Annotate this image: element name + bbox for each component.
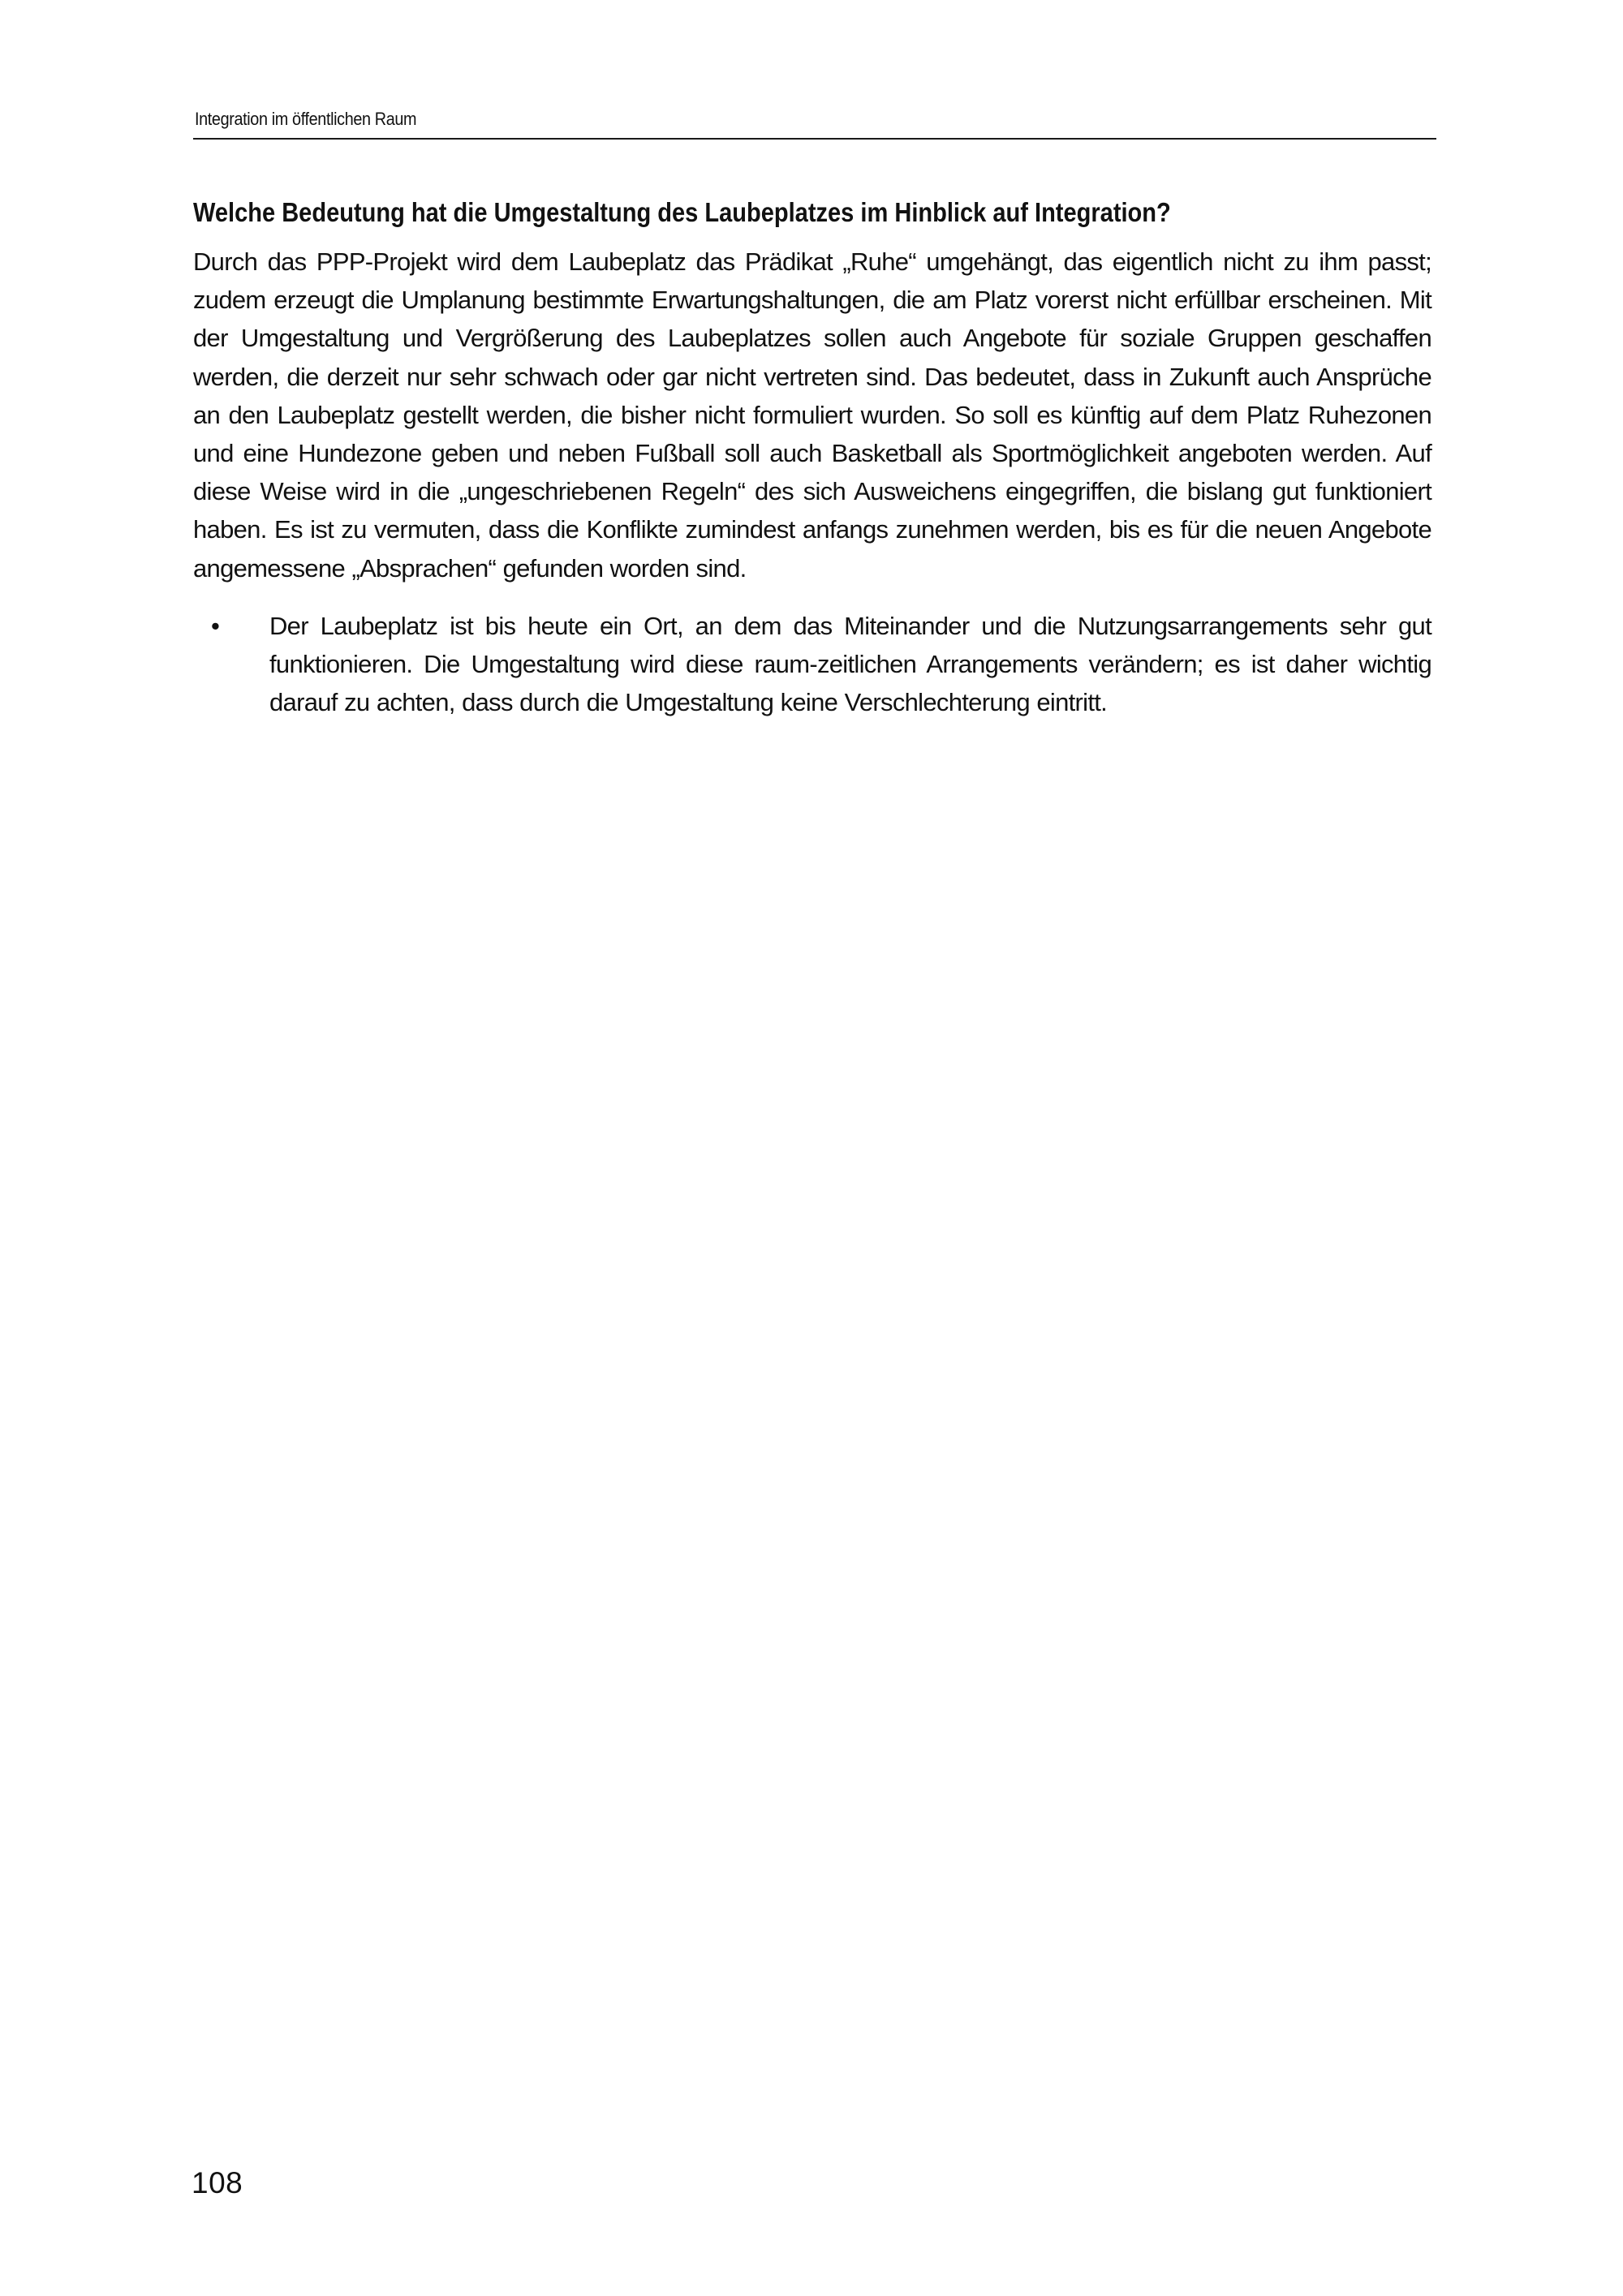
bullet-list	[193, 607, 1431, 722]
running-header	[193, 105, 1436, 140]
section-heading: Welche Bedeutung hat die Umgestaltung des Laubeplatzes im Hinblick auf Integration?	[193, 197, 1171, 227]
bullet-text: Der Laubeplatz ist bis heute ein Ort, an dem das Miteinander und die Nutzungsarrangements sehr gut funktionieren. Die Umgestaltung wird diese raum-zeitlichen Arrangements verändern; es ist daher wichtig darauf zu achten, dass durch die Umgestaltung keine Verschlechterung eintritt.	[269, 611, 1431, 717]
page-content	[193, 196, 1431, 721]
page-number: 108	[192, 2166, 243, 2199]
body-paragraph: Durch das PPP-Projekt wird dem Laubeplatz das Prädikat „Ruhe“ umgehängt, das eigentlich nicht zu ihm passt; zudem erzeugt die Umplanung bestimmte Erwartungshaltungen, die am Platz vorerst nicht erfüllbar erscheinen. Mit der Umgestaltung und Vergrößerung des Laubeplatzes sollen auch Angebote für soziale Gruppen geschaffen werden, die derzeit nur sehr schwach oder gar nicht vertreten sind. Das bedeutet, dass in Zukunft auch Ansprüche an den Laubeplatz gestellt werden, die bisher nicht formuliert wurden. So soll es künftig auf dem Platz Ruhezonen und eine Hundezone geben und neben Fußball soll auch Basketball als Sportmöglichkeit angeboten werden. Auf diese Weise wird in die „ungeschriebenen Regeln“ des sich Ausweichens eingegriffen, die bislang gut funktioniert haben. Es ist zu vermuten, dass die Konflikte zumindest anfangs zunehmen werden, bis es für die neuen Angebote angemessene „Absprachen“ gefunden worden sind.	[193, 247, 1431, 583]
running-header-title: Integration im öffentlichen Raum	[195, 109, 417, 129]
bullet-item	[193, 607, 1431, 722]
bullet-marker: •	[211, 611, 220, 640]
